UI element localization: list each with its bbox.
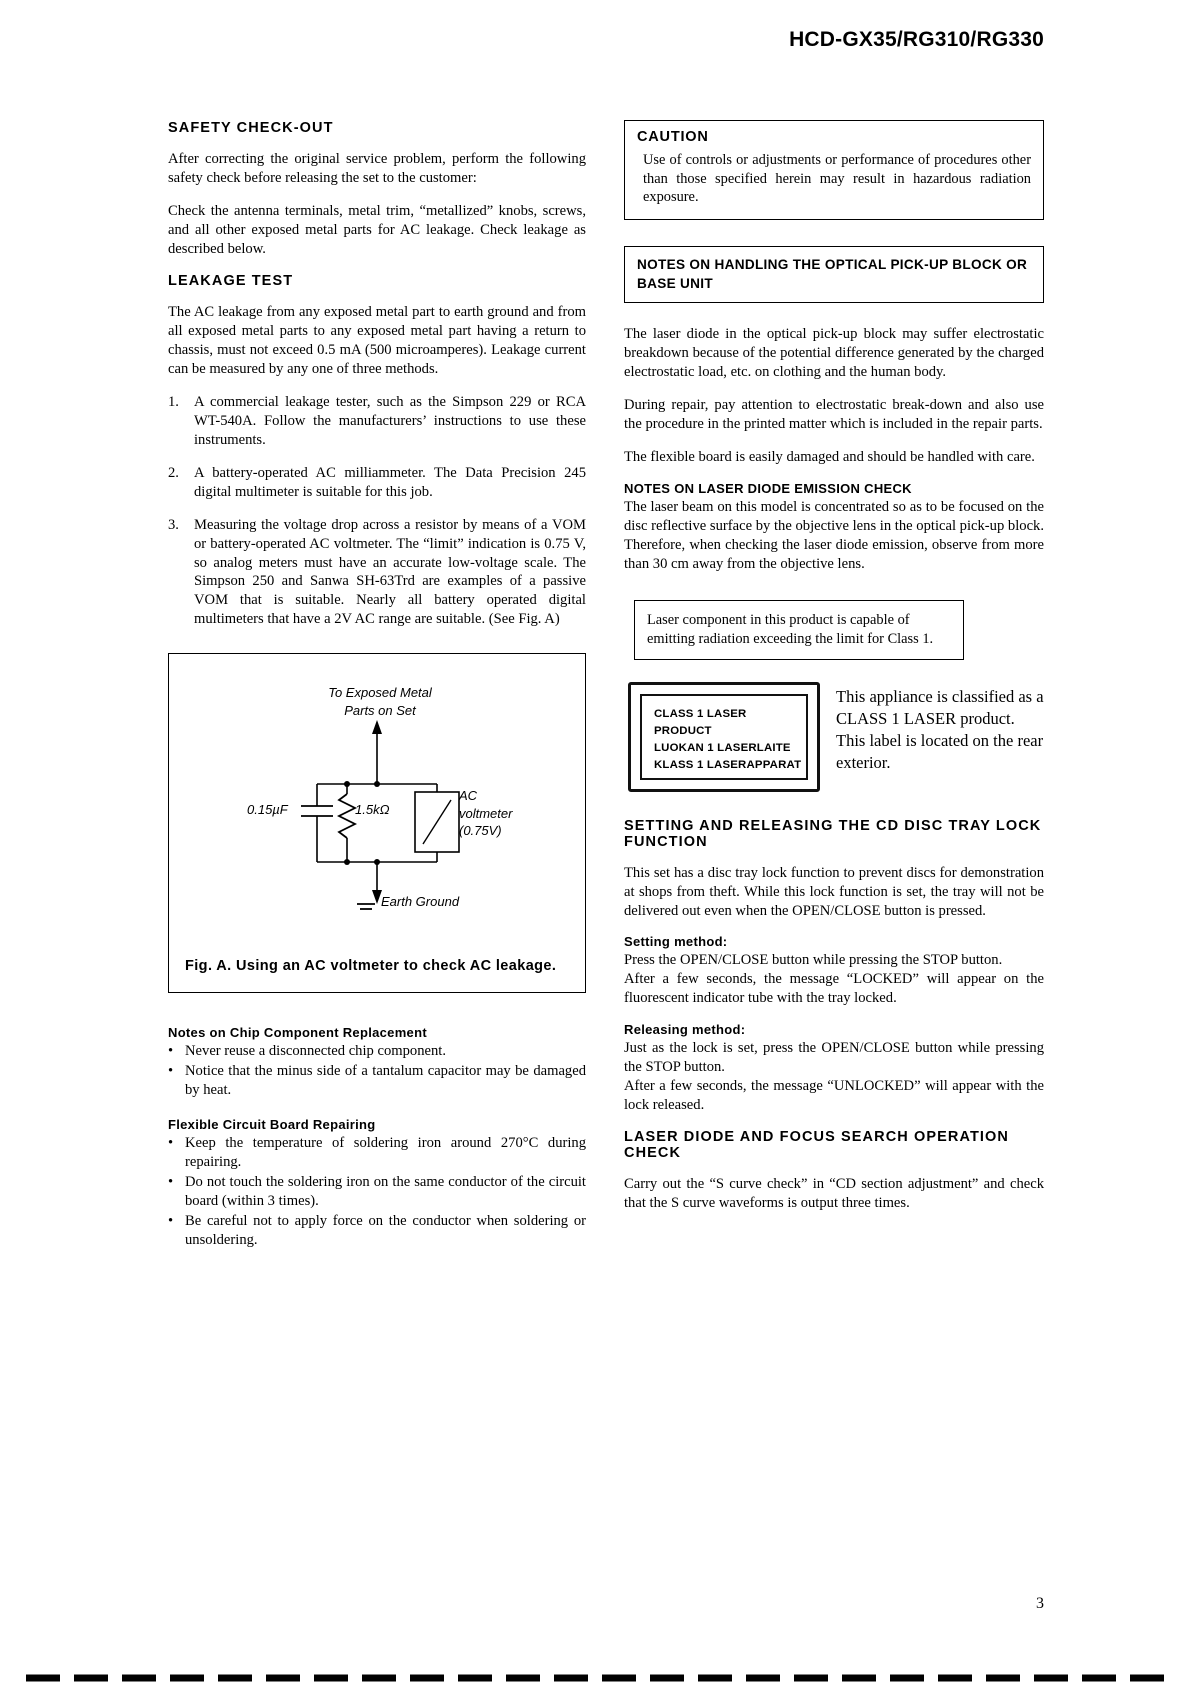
laser-component-note-text: Laser component in this product is capable of emitting radiation exceeding the limit for Class 1. <box>647 611 934 647</box>
optical-pickup-notes-heading: NOTES ON HANDLING THE OPTICAL PICK-UP BLOCK OR BASE UNIT <box>637 257 1028 291</box>
class1-label-caption: This appliance is classified as a CLASS 1 LASER product. This label is located on the rear exterior. <box>836 686 1044 772</box>
list-item-number: 2. <box>168 464 179 481</box>
list-item <box>168 1134 586 1172</box>
laser-class-label-row <box>624 682 1044 792</box>
laser-emission-paragraph: The laser beam on this model is concentrated so as to be focused on the disc reflective surface by the objective lens in the optical pick-up block. Therefore, when checking the laser diode emission, observe from more than 30 cm away from the objective lens. <box>624 498 1044 572</box>
notes-paragraph-2: During repair, pay attention to electrostatic break-down and also use the procedure in the printed matter which is included in the repair parts. <box>624 396 1044 432</box>
list-item-text: A battery-operated AC milliammeter. The Data Precision 245 digital multimeter is suitable for this job. <box>194 464 586 500</box>
leakage-paragraph-1: The AC leakage from any exposed metal part to earth ground and from all exposed metal parts to any exposed metal part having a return to chassis, must not exceed 0.5 mA (500 microamperes). Leakage current can be measured by any one of three methods. <box>168 303 586 377</box>
notes-paragraph-1: The laser diode in the optical pick-up block may suffer electrostatic breakdown because of the potential difference generated by the charged electrostatic load, etc. on clothing and the human body. <box>624 325 1044 380</box>
releasing-method-paragraph-2: After a few seconds, the message “UNLOCKED” will appear with the lock released. <box>624 1078 1044 1114</box>
leakage-methods-list <box>168 393 586 630</box>
list-item <box>168 516 586 630</box>
figure-a-caption: Fig. A. Using an AC voltmeter to check AC leakage. <box>185 958 557 975</box>
page-header-title: HCD-GX35/RG310/RG330 <box>789 28 1044 51</box>
list-item <box>168 1173 586 1211</box>
focus-search-paragraph: Carry out the “S curve check” in “CD section adjustment” and check that the S curve waveforms is output three times. <box>624 1176 1044 1212</box>
left-column <box>168 120 586 1251</box>
setting-method-paragraph-2: After a few seconds, the message “LOCKED” will appear on the fluorescent indicator tube with the tray locked. <box>624 971 1044 1007</box>
list-item-text: Never reuse a disconnected chip component. <box>185 1043 446 1060</box>
chip-replacement-heading: Notes on Chip Component Replacement <box>168 1025 427 1041</box>
chip-replacement-list <box>168 1042 586 1100</box>
right-column <box>624 120 1044 1227</box>
flexible-board-list <box>168 1134 586 1250</box>
list-item <box>168 1042 586 1061</box>
list-item-text: Do not touch the soldering iron on the same conductor of the circuit board (within 3 times). <box>185 1174 586 1210</box>
list-item-text: A commercial leakage tester, such as the Simpson 229 or RCA WT-540A. Follow the manufacturers’ instructions to use these instruments. <box>194 393 586 448</box>
flexible-board-heading: Flexible Circuit Board Repairing <box>168 1117 376 1133</box>
label-line-2: LUOKAN 1 LASERLAITE <box>654 741 791 754</box>
figure-top-label: To Exposed Metal Parts on Set <box>328 685 432 718</box>
releasing-method-paragraph-1: Just as the lock is set, press the OPEN/CLOSE button while pressing the STOP button. <box>624 1040 1044 1076</box>
list-item <box>168 1062 586 1100</box>
caution-heading: CAUTION <box>637 129 709 145</box>
list-item <box>168 1212 586 1250</box>
laser-emission-check-heading: NOTES ON LASER DIODE EMISSION CHECK <box>624 480 912 496</box>
laser-component-note-box <box>634 600 964 660</box>
caution-text: Use of controls or adjustments or performance of procedures other than those specified herein may result in hazardous radiation exposure. <box>643 152 1031 206</box>
releasing-method-heading: Releasing method: <box>624 1022 746 1038</box>
page-number: 3 <box>1036 1595 1044 1612</box>
focus-search-heading: LASER DIODE AND FOCUS SEARCH OPERATION CHECK <box>624 1129 1009 1162</box>
list-item-text: Keep the temperature of soldering iron around 270°C during repairing. <box>185 1135 586 1171</box>
list-item <box>168 393 586 450</box>
figure-meter-label: AC voltmeter (0.75V) <box>459 788 513 839</box>
list-item-number: 3. <box>168 516 179 533</box>
figure-ground-label: Earth Ground <box>381 894 460 910</box>
label-line-1: CLASS 1 LASER PRODUCT <box>654 707 747 737</box>
setting-method-heading: Setting method: <box>624 934 728 950</box>
setting-method-paragraph-1: Press the OPEN/CLOSE button while pressing the STOP button. <box>624 952 1003 969</box>
bullet-marker: • <box>168 1135 174 1152</box>
caution-box <box>624 120 1044 220</box>
class1-laser-label <box>628 682 820 792</box>
leakage-test-heading: LEAKAGE TEST <box>168 272 294 289</box>
bullet-marker: • <box>168 1213 174 1230</box>
list-item-text: Measuring the voltage drop across a resistor by means of a VOM or battery-operated AC voltmeter. The “limit” indication is 0.75 V, so analog meters must have an accurate low-voltage scale. The Simpson 250 and Sanwa SH-63Trd are examples of a passive VOM that is suitable. Nearly all battery operated digital multimeters that have a 2V AC range are suitable. (See Fig. A) <box>194 516 586 628</box>
figure-a-container <box>168 653 586 993</box>
bullet-marker: • <box>168 1063 174 1080</box>
safety-paragraph-2: Check the antenna terminals, metal trim, “metallized” knobs, screws, and all other exposed metal parts for AC leakage. Check leakage as described below. <box>168 202 586 257</box>
bottom-edge-dashes <box>0 1673 1192 1683</box>
figure-capacitor-label: 0.15µF <box>247 802 288 818</box>
label-line-3: KLASS 1 LASERAPPARAT <box>654 758 802 771</box>
class1-laser-label-inner <box>640 694 808 780</box>
bullet-marker: • <box>168 1174 174 1191</box>
figure-resistor-label: 1.5kΩ <box>355 802 390 818</box>
safety-paragraph-1: After correcting the original service problem, perform the following safety check before releasing the set to the customer: <box>168 151 586 186</box>
notes-paragraph-3: The flexible board is easily damaged and should be handled with care. <box>624 448 1035 465</box>
optical-pickup-notes-box <box>624 246 1044 303</box>
safety-checkout-heading: SAFETY CHECK-OUT <box>168 120 334 136</box>
list-item-text: Be careful not to apply force on the conductor when soldering or unsoldering. <box>185 1213 586 1249</box>
list-item-text: Notice that the minus side of a tantalum capacitor may be damaged by heat. <box>185 1063 586 1099</box>
bullet-marker: • <box>168 1043 174 1060</box>
list-item-number: 1. <box>168 393 179 410</box>
tray-lock-paragraph: This set has a disc tray lock function to prevent discs for demonstration at shops from theft. While this lock function is set, the tray will not be delivered out even when the OPEN/CLOSE button is pressed. <box>624 864 1044 919</box>
tray-lock-heading: SETTING AND RELEASING THE CD DISC TRAY LOCK FUNCTION <box>624 817 1042 850</box>
list-item <box>168 464 586 502</box>
